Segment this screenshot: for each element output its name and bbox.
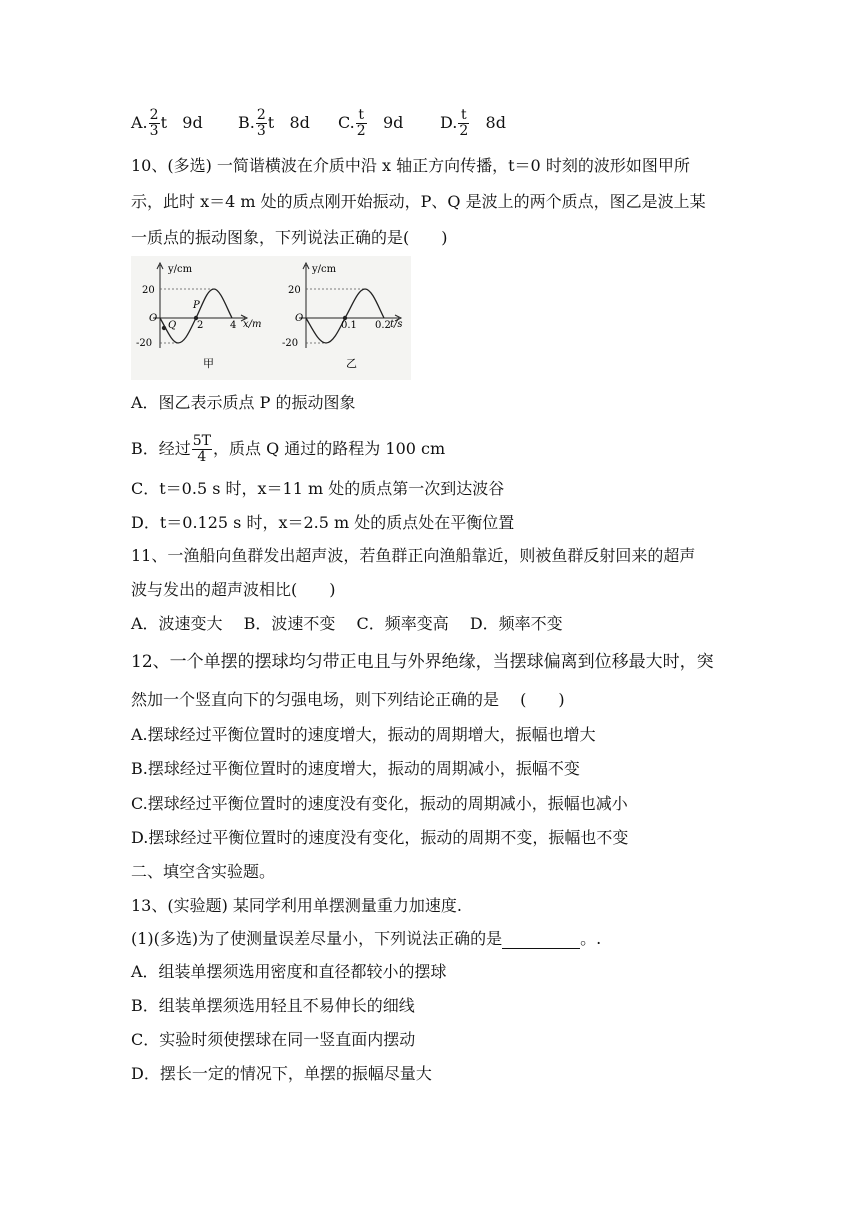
wave-figures-svg [131,256,411,380]
point-q-dot [162,326,166,330]
jia-q-label: Q [168,320,177,331]
q13-option-d: D．摆长一定的情况下，单摆的振幅尽量大 [131,1064,432,1083]
q13-option-b: B．组装单摆须选用轻且不易伸长的细线 [131,996,415,1015]
q10-figures [131,256,411,380]
jia-tick-4: 4 [230,320,237,331]
fraction: $\frac{t}{2}$ [356,107,366,139]
fraction: $\frac{2}{3}$ [256,107,266,139]
q13-sub1: (1)(多选)为了使测量误差尽量小，下列说法正确的是 。. [131,929,602,948]
yi-tick-neg20: -20 [282,338,299,349]
jia-x-label: x/m [243,319,262,330]
q10-stem-line2: 示，此时 x＝4 m 处的质点刚开始振动，P、Q 是波上的两个质点，图乙是波上某 [131,192,706,211]
q12-option-a: A.摆球经过平衡位置时的速度增大，振动的周期增大，振幅也增大 [131,725,596,744]
fraction: $\frac{2}{3}$ [149,107,159,139]
section-heading: 二、填空含实验题。 [131,862,276,881]
answer-blank[interactable] [502,932,580,949]
yi-y-label: y/cm [312,264,337,275]
figure-yi [282,263,403,370]
jia-p-label: P [193,300,200,311]
yi-tick-20: 20 [288,285,301,296]
q11-stem-line2: 波与发出的超声波相比( ) [131,580,336,599]
q9-option-c: C. $\frac{t}{2}$ 9d [338,107,404,139]
q13-option-c: C．实验时须使摆球在同一竖直面内摆动 [131,1030,416,1049]
q10-option-d: D．t＝0.125 s 时，x＝2.5 m 处的质点处在平衡位置 [131,513,515,532]
figure-jia [136,263,262,370]
fraction: $\frac{t}{2}$ [459,107,469,139]
yi-caption: 乙 [346,357,357,370]
q12-stem-line1: 12、一个单摆的摆球均匀带正电且与外界绝缘，当摆球偏离到位移最大时，突 [131,652,714,672]
q10-stem-line3: 一质点的振动图象，下列说法正确的是( ) [131,228,448,247]
q10-option-a: A．图乙表示质点 P 的振动图象 [131,393,356,412]
q9-option-d: D. $\frac{t}{2}$ 8d [440,107,506,139]
q11-options: A．波速变大 B．波速不变 C．频率变高 D．频率不变 [131,614,563,633]
jia-tick-2: 2 [197,320,204,331]
jia-y-label: y/cm [168,264,193,275]
q13-option-a: A．组装单摆须选用密度和直径都较小的摆球 [131,962,447,981]
q12-option-d: D.摆球经过平衡位置时的速度没有变化，振动的周期不变，振幅也不变 [131,828,629,847]
jia-caption: 甲 [203,357,214,370]
q10-option-b: B．经过 $\frac{5T}{4}$ ，质点 Q 通过的路程为 100 cm [131,433,446,465]
yi-tick-02: 0.2 [375,320,391,331]
q9-option-b: B. $\frac{2}{3}$ t 8d [238,107,310,139]
q12-option-b: B.摆球经过平衡位置时的速度增大，振动的周期减小，振幅不变 [131,759,580,778]
q12-option-c: C.摆球经过平衡位置时的速度没有变化，振动的周期减小，振幅也减小 [131,794,628,813]
q10-stem-line1: 10、(多选) 一简谐横波在介质中沿 x 轴正方向传播，t＝0 时刻的波形如图甲所 [131,156,690,175]
jia-origin: O [149,313,158,324]
q10-option-c: C．t＝0.5 s 时，x＝11 m 处的质点第一次到达波谷 [131,479,505,498]
yi-tick-01: 0.1 [341,320,357,331]
yi-x-label: t/s [390,319,403,330]
q11-stem-line1: 11、一渔船向鱼群发出超声波，若鱼群正向渔船靠近，则被鱼群反射回来的超声 [131,546,696,565]
yi-origin: O [295,313,304,324]
q9-option-a: A. $\frac{2}{3}$ t 9d [131,107,203,139]
q12-stem-line2: 然加一个竖直向下的匀强电场，则下列结论正确的是 ( ) [131,690,565,709]
jia-tick-neg20: -20 [136,338,153,349]
jia-tick-20: 20 [142,285,155,296]
fraction: $\frac{5T}{4}$ [192,433,212,465]
q13-stem: 13、(实验题) 某同学利用单摆测量重力加速度. [131,896,463,915]
